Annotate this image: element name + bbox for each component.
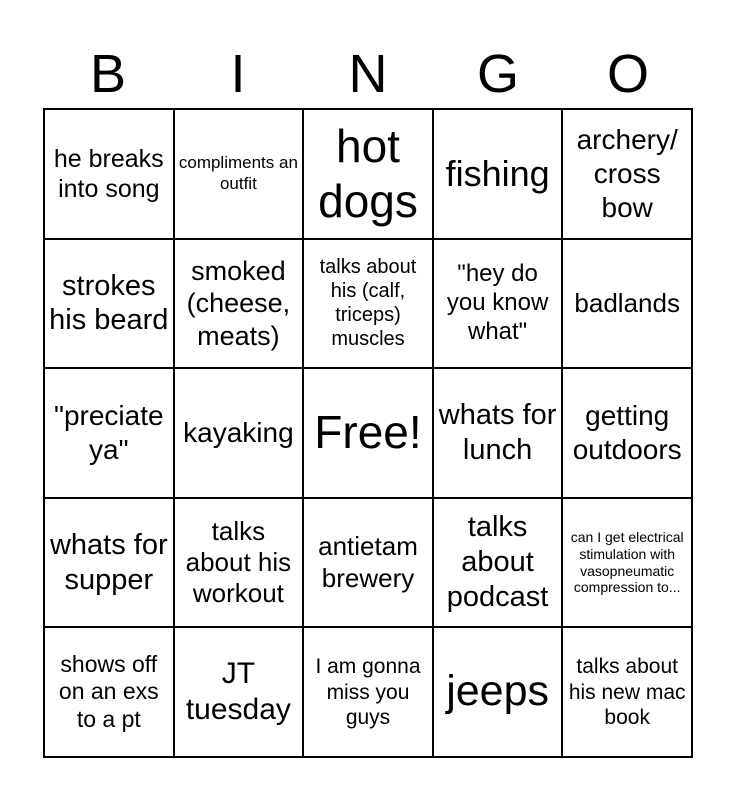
bingo-header <box>43 40 693 108</box>
bingo-cell[interactable] <box>44 627 174 757</box>
bingo-cell[interactable] <box>174 498 304 628</box>
cell-text: shows off on an exs to a pt <box>58 650 159 732</box>
bingo-board <box>43 108 693 758</box>
bingo-cell[interactable] <box>303 627 433 757</box>
cell-text: can I get electrical stimulation with vasopneumatic compression to... <box>570 529 684 596</box>
cell-text: "hey do you know what" <box>446 260 549 345</box>
bingo-cell[interactable] <box>433 239 563 369</box>
cell-text: talks about podcast <box>446 511 549 613</box>
cell-text: compliments an outfit <box>178 153 298 193</box>
bingo-cell[interactable] <box>44 498 174 628</box>
bingo-cell[interactable] <box>433 498 563 628</box>
cell-text: jeeps <box>446 667 549 716</box>
cell-text: Free! <box>314 406 422 459</box>
cell-text: talks about his new mac book <box>568 655 686 729</box>
bingo-cell[interactable] <box>303 239 433 369</box>
bingo-cell[interactable] <box>174 627 304 757</box>
bingo-cell[interactable] <box>174 109 304 239</box>
cell-text: he breaks into song <box>53 144 164 203</box>
bingo-cell[interactable] <box>174 239 304 369</box>
cell-text: "preciate ya" <box>54 400 164 465</box>
bingo-cell[interactable] <box>44 239 174 369</box>
bingo-cell[interactable] <box>433 109 563 239</box>
bingo-cell[interactable] <box>562 368 692 498</box>
cell-text: whats for lunch <box>438 399 557 466</box>
cell-text: fishing <box>445 153 550 195</box>
cell-text: antietam brewery <box>318 531 418 593</box>
bingo-cell[interactable] <box>562 498 692 628</box>
free-space-cell[interactable] <box>303 368 433 498</box>
bingo-cell[interactable] <box>174 368 304 498</box>
bingo-cell[interactable] <box>44 368 174 498</box>
bingo-cell[interactable] <box>433 627 563 757</box>
bingo-cell[interactable] <box>433 368 563 498</box>
bingo-cell[interactable] <box>44 109 174 239</box>
bingo-cell[interactable] <box>303 109 433 239</box>
cell-text: hot dogs <box>318 119 418 227</box>
bingo-cell[interactable] <box>562 109 692 239</box>
header-letter-b: B <box>89 44 127 104</box>
cell-text: badlands <box>574 287 680 318</box>
bingo-cell[interactable] <box>562 239 692 369</box>
cell-text: getting outdoors <box>572 400 682 465</box>
cell-text: I am gonna miss you guys <box>315 655 421 729</box>
cell-text: talks about his workout <box>185 515 292 609</box>
header-letter-n: N <box>348 44 388 104</box>
cell-text: talks about his (calf, triceps) muscles <box>319 256 417 351</box>
header-letter-i: I <box>230 44 246 104</box>
cell-text: archery/ cross bow <box>576 124 678 223</box>
cell-text: smoked (cheese, meats) <box>186 255 291 351</box>
header-letter-o: O <box>606 44 649 104</box>
header-letter-g: G <box>476 44 519 104</box>
cell-text: whats for supper <box>49 528 168 596</box>
cell-text: JT tuesday <box>185 657 291 727</box>
bingo-cell[interactable] <box>562 627 692 757</box>
cell-text: kayaking <box>183 417 294 449</box>
bingo-cell[interactable] <box>303 498 433 628</box>
cell-text: strokes his beard <box>49 269 169 337</box>
